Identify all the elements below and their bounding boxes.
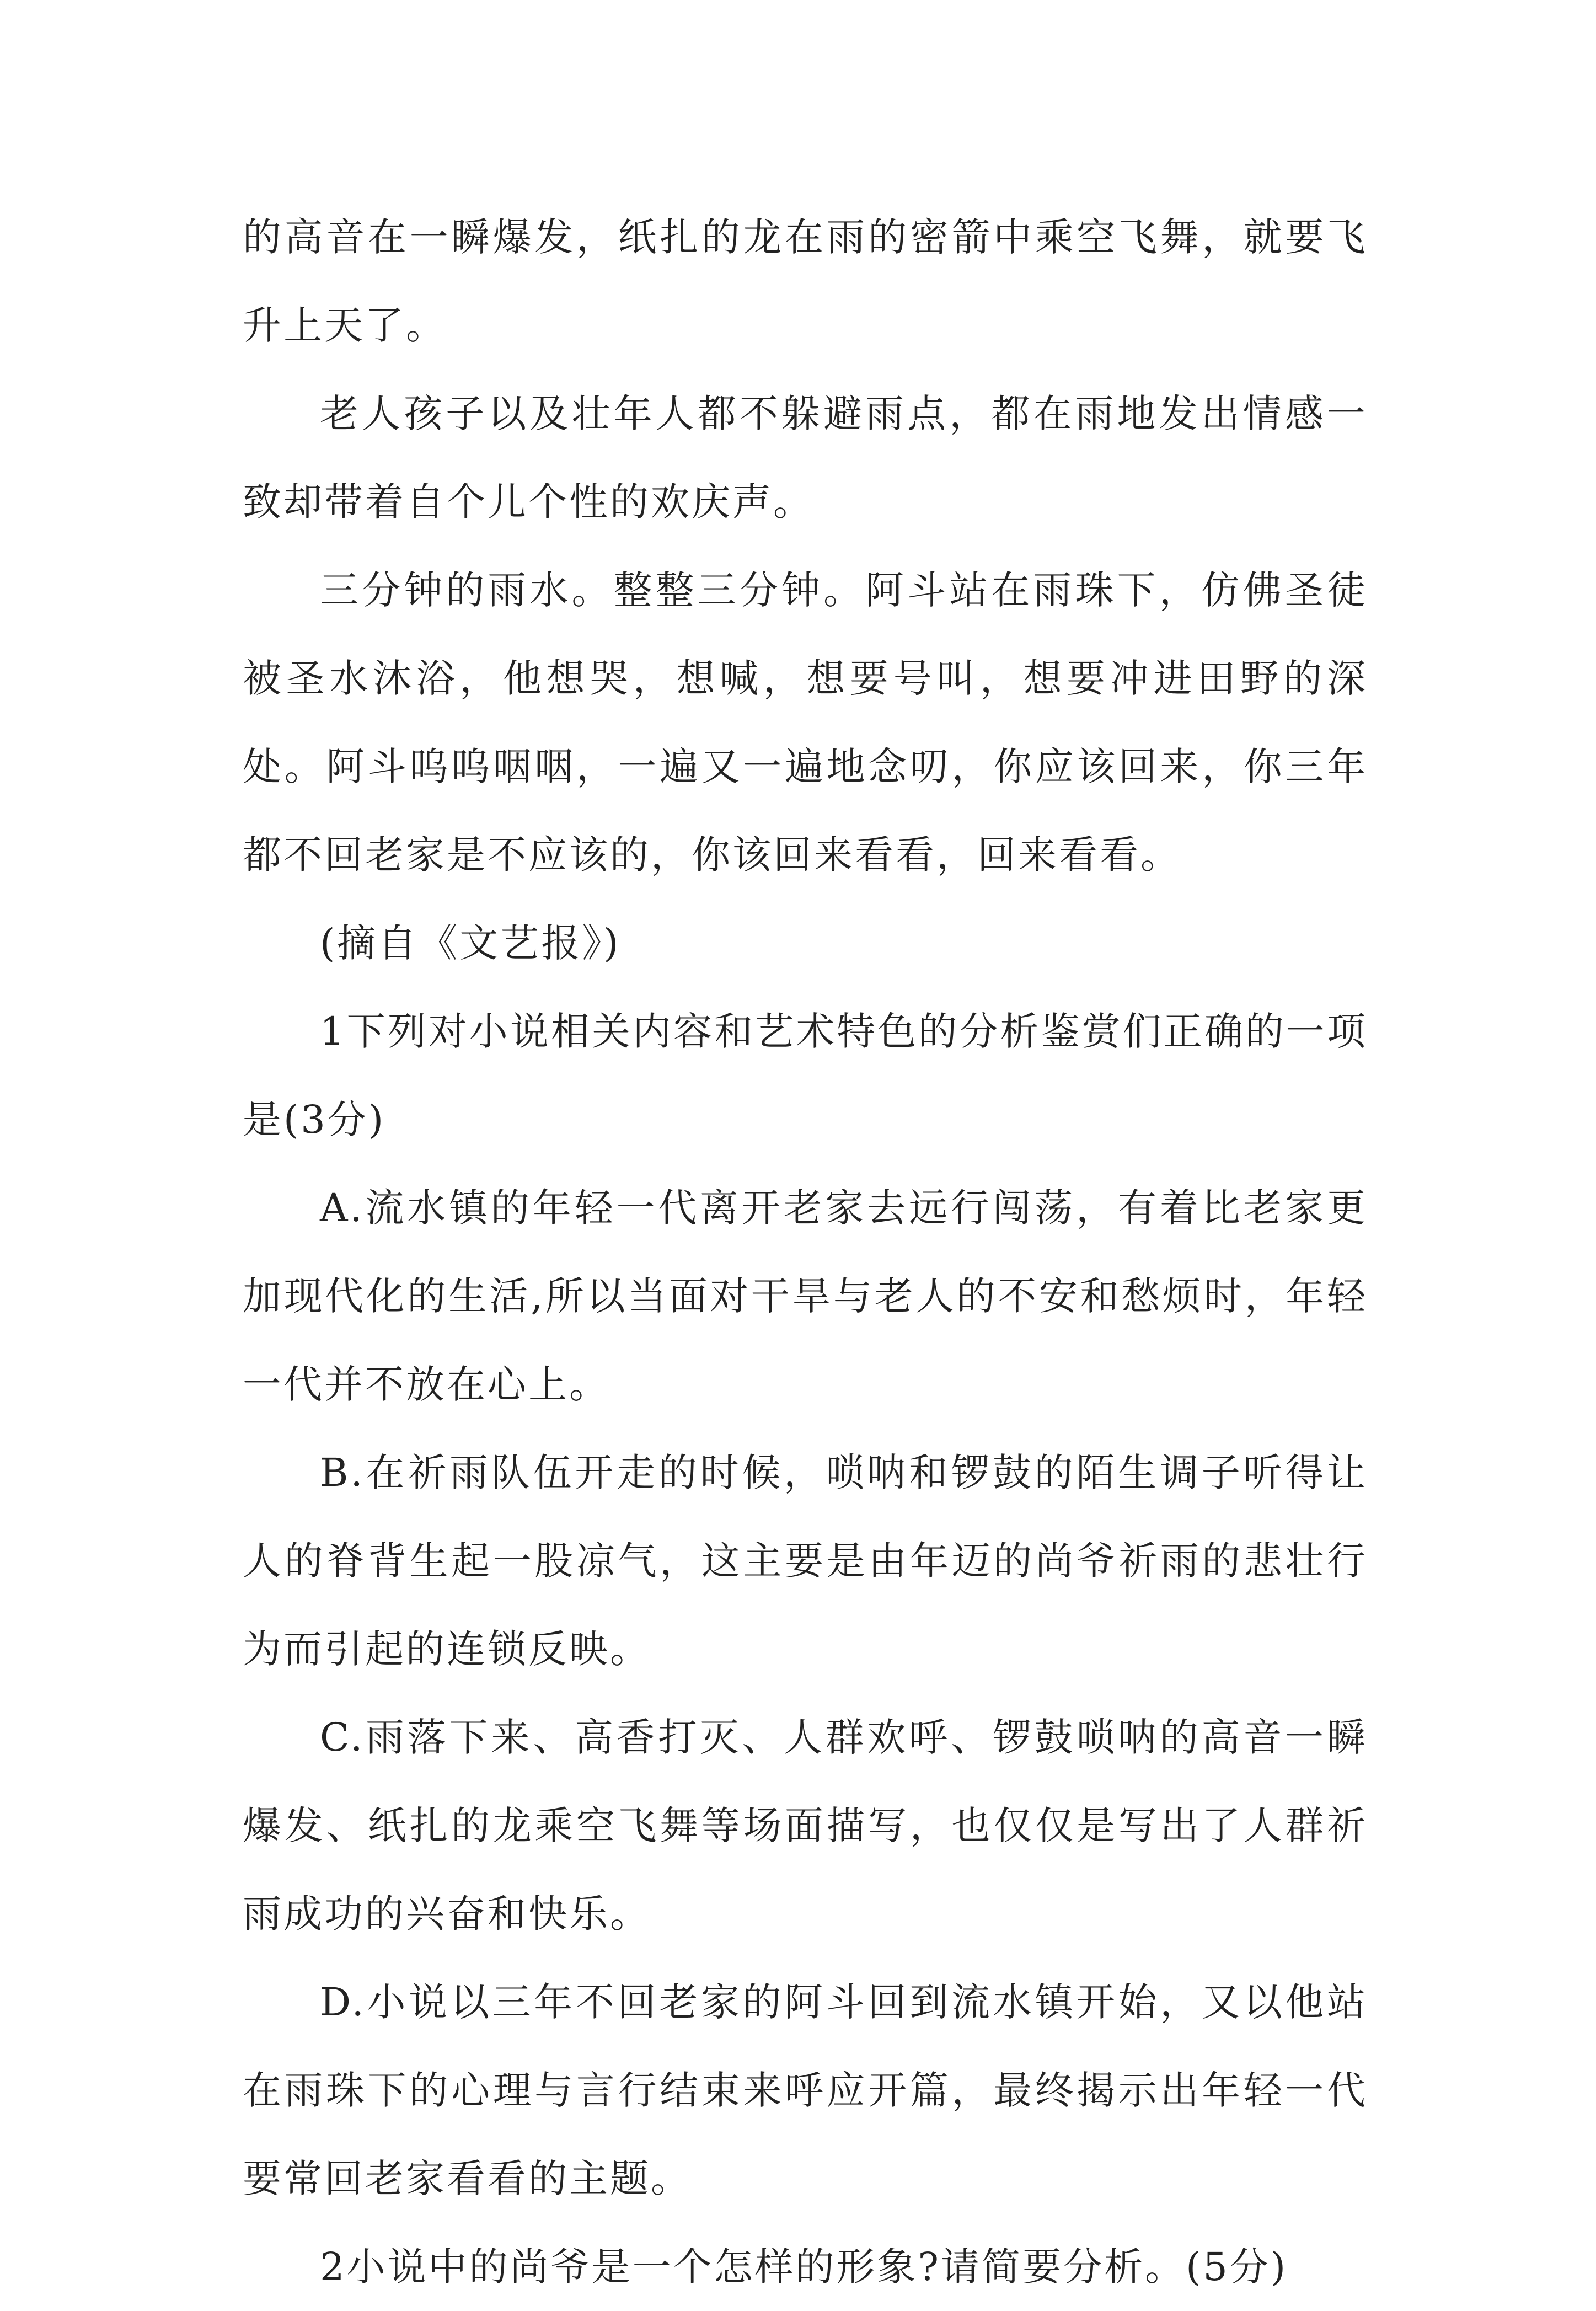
paragraph-continuation: 的高音在一瞬爆发，纸扎的龙在雨的密箭中乘空飞舞，就要飞升上天了。 (243, 215, 1368, 348)
option-c: C.雨落下来、高香打灭、人群欢呼、锣鼓唢呐的高音一瞬爆发、纸扎的龙乘空飞舞等场面描写，也仅仅是写出了人群祈雨成功的兴奋和快乐。 (243, 1715, 1368, 1936)
option-a: A.流水镇的年轻一代离开老家去远行闯荡，有着比老家更加现代化的生活,所以当面对干旱与老人的不安和愁烦时，年轻一代并不放在心上。 (243, 1185, 1368, 1407)
paragraph-three-minutes-rain: 三分钟的雨水。整整三分钟。阿斗站在雨珠下，仿佛圣徒被圣水沐浴，他想哭，想喊，想要号叫，想要冲进田野的深处。阿斗呜呜咽咽，一遍又一遍地念叨，你应该回来，你三年都不回老家是不应该的，你该回来看看，回来看看。 (243, 568, 1368, 878)
option-b: B.在祈雨队伍开走的时候，唢呐和锣鼓的陌生调子听得让人的脊背生起一股凉气，这主要是由年迈的尚爷祈雨的悲壮行为而引起的连锁反映。 (243, 1450, 1368, 1672)
body-text (243, 193, 1368, 2311)
paragraph-crowd-cheer: 老人孩子以及壮年人都不躲避雨点，都在雨地发出情感一致却带着自个儿个性的欢庆声。 (243, 391, 1368, 525)
question-1: 1下列对小说相关内容和艺术特色的分析鉴赏们正确的一项是(3分) (243, 1009, 1368, 1142)
source-note: (摘自《文艺报》) (320, 921, 621, 966)
option-d: D.小说以三年不回老家的阿斗回到流水镇开始，又以他站在雨珠下的心理与言行结束来呼应开篇，最终揭示出年轻一代要常回老家看看的主题。 (243, 1980, 1368, 2201)
question-2: 2小说中的尚爷是一个怎样的形象?请简要分析。(5分) (320, 2244, 1288, 2289)
